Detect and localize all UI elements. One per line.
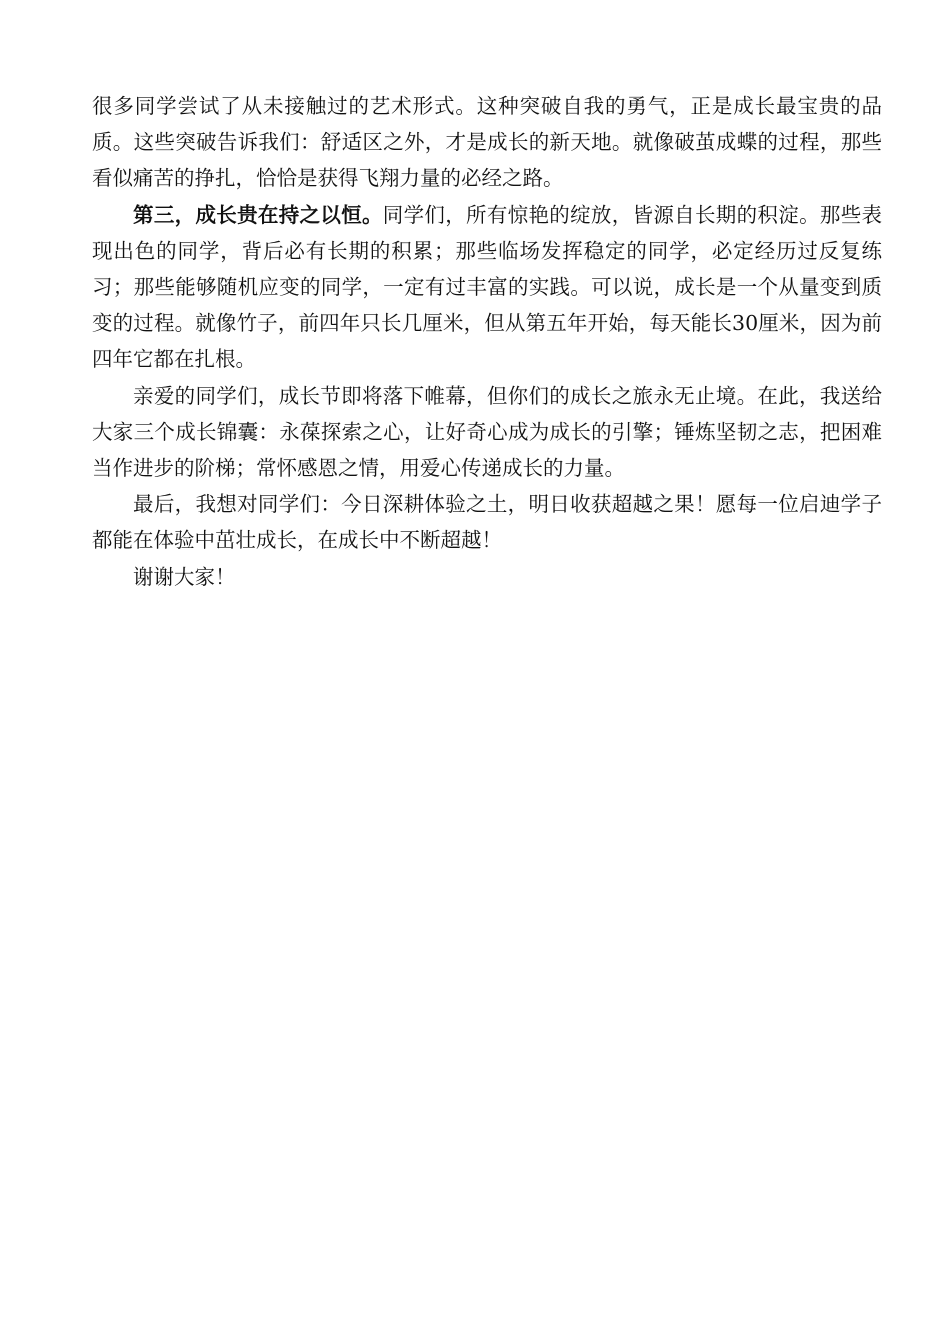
paragraph-text: 同学们，所有惊艳的绽放，皆源自长期的积淀。那些表现出色的同学，背后必有长期的积累；那些临场发挥稳定的同学，必定经历过反复练习；那些能够随机应变的同学，一定有过丰富的实践。可以说，成长是一个从量变到质变的过程。就像竹子，前四年只长几厘米，但从第五年开始，每天能长30厘米，因为前四年它都在扎根。 bbox=[92, 202, 883, 372]
paragraph-text: 谢谢大家！ bbox=[133, 564, 236, 589]
paragraph-final-words bbox=[92, 486, 882, 558]
paragraph-continuation bbox=[92, 88, 882, 197]
paragraph-closing-wishes bbox=[92, 378, 882, 487]
paragraph-thanks bbox=[92, 559, 882, 595]
paragraph-text: 最后，我想对同学们：今日深耕体验之土，明日收获超越之果！愿每一位启迪学子都能在体验中茁壮成长，在成长中不断超越！ bbox=[92, 492, 882, 553]
paragraph-third-point bbox=[92, 197, 882, 378]
document-body bbox=[92, 88, 882, 595]
paragraph-text: 亲爱的同学们，成长节即将落下帷幕，但你们的成长之旅永无止境。在此，我送给大家三个成长锦囊：永葆探索之心，让好奇心成为成长的引擎；锤炼坚韧之志，把困难当作进步的阶梯；常怀感恩之情，用爱心传递成长的力量。 bbox=[92, 383, 882, 481]
paragraph-text: 很多同学尝试了从未接触过的艺术形式。这种突破自我的勇气，正是成长最宝贵的品质。这些突破告诉我们：舒适区之外，才是成长的新天地。就像破茧成蝶的过程，那些看似痛苦的挣扎，恰恰是获得飞翔力量的必经之路。 bbox=[92, 94, 882, 191]
paragraph-bold-lead: 第三，成长贵在持之以恒。 bbox=[133, 202, 383, 227]
